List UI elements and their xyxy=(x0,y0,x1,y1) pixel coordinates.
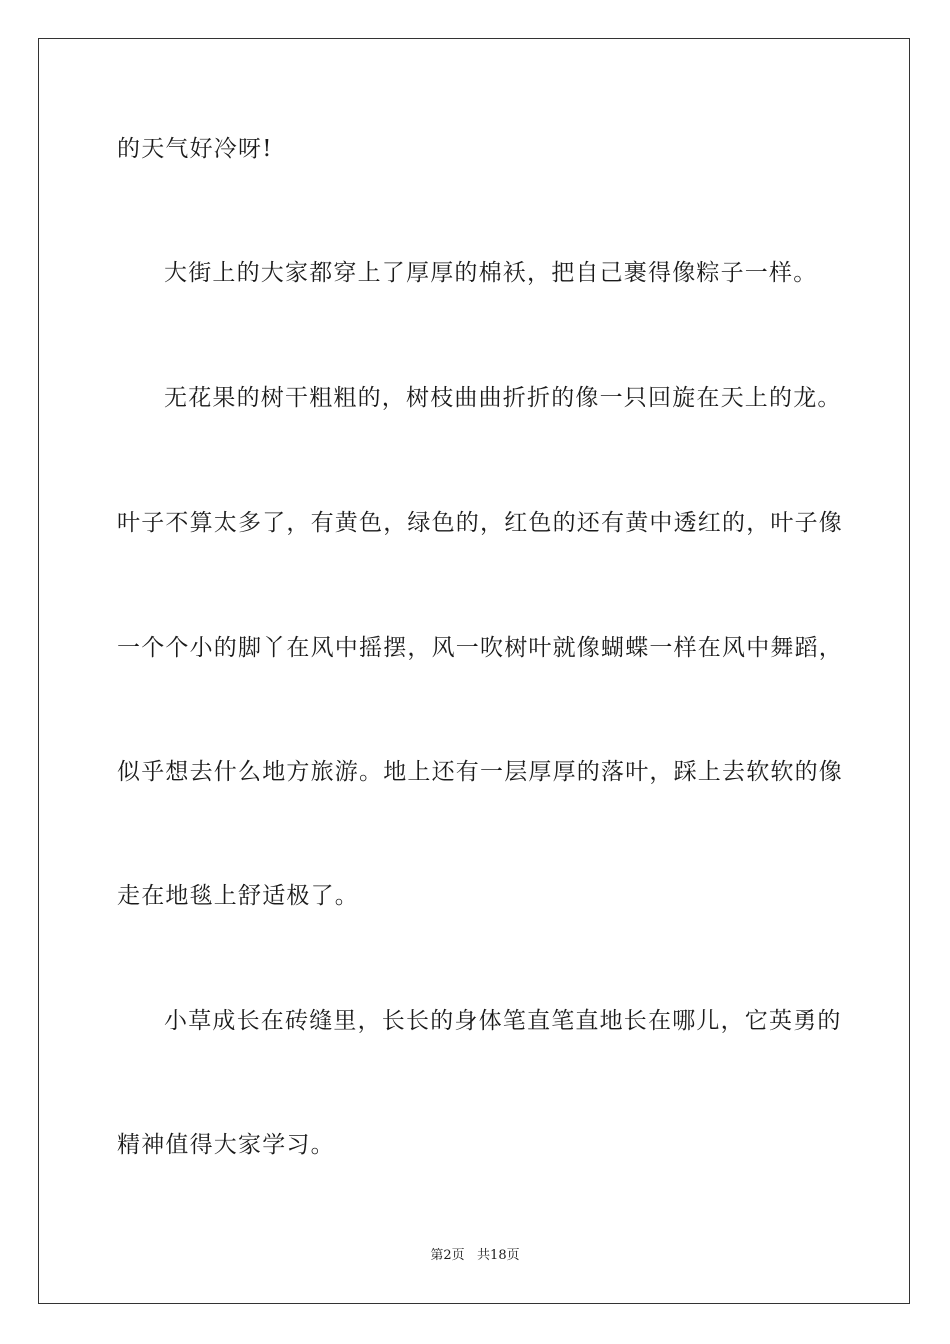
page-number-footer: 第2页 共18页 xyxy=(430,1248,520,1263)
text-line: 无花果的树干粗粗的，树枝曲曲折折的像一只回旋在天上的龙。 xyxy=(164,385,842,411)
text-line: 小草成长在砖缝里，长长的身体笔直笔直地长在哪儿，它英勇的 xyxy=(164,1008,842,1034)
text-line: 似乎想去什么地方旅游。地上还有一层厚厚的落叶，踩上去软软的像 xyxy=(117,759,843,785)
text-line: 大街上的大家都穿上了厚厚的棉袄，把自己裹得像粽子一样。 xyxy=(164,260,818,286)
text-line: 精神值得大家学习。 xyxy=(117,1132,335,1158)
text-line: 走在地毯上舒适极了。 xyxy=(117,883,359,909)
text-line: 叶子不算太多了，有黄色，绿色的，红色的还有黄中透红的，叶子像 xyxy=(117,510,843,536)
text-line: 的天气好冷呀! xyxy=(117,136,273,162)
page-border xyxy=(38,38,910,1304)
text-line: 一个个小的脚丫在风中摇摆，风一吹树叶就像蝴蝶一样在风中舞蹈， xyxy=(117,635,843,661)
